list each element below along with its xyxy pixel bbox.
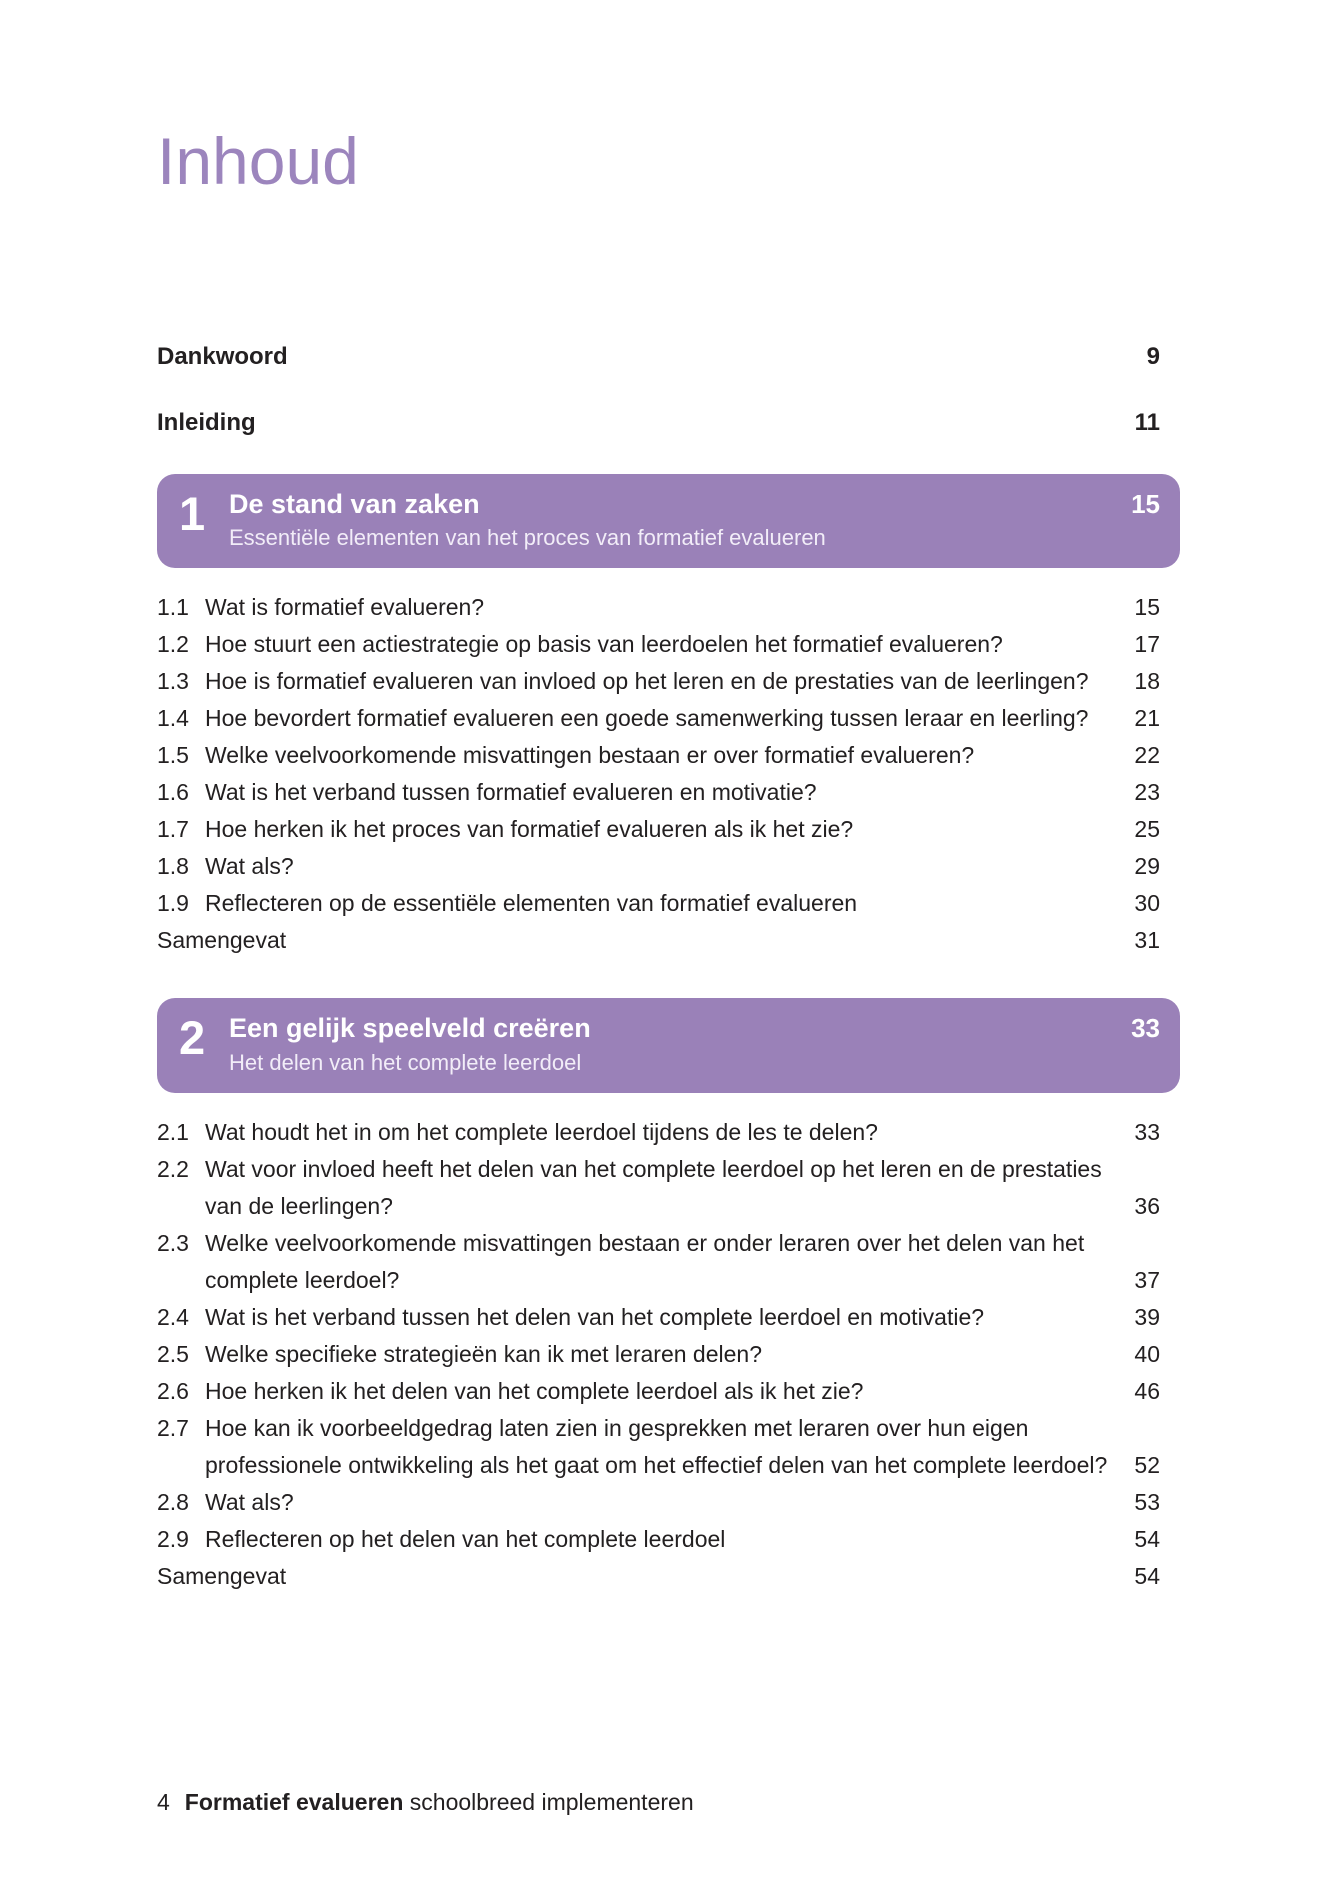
toc-entry-row: [157, 774, 1180, 811]
chapter-band: [157, 474, 1180, 569]
entry-title: Wat is het verband tussen het delen van het complete leerdoel en motivatie?: [205, 1304, 985, 1331]
entry-page: 21: [1134, 705, 1160, 732]
entry-number: 1.1: [157, 594, 189, 621]
entry-title: Hoe stuurt een actiestrategie op basis van leerdoelen het formatief evalueren?: [205, 631, 1003, 658]
entry-title: Wat is formatief evalueren?: [205, 594, 485, 621]
toc-entry-row: [157, 811, 1180, 848]
front-matter-label: Dankwoord: [157, 342, 288, 370]
entry-page: 40: [1134, 1341, 1160, 1368]
entry-title: Welke veelvoorkomende misvattingen bestaan er over formatief evalueren?: [205, 742, 975, 769]
chapter-page: 33: [1131, 1013, 1160, 1044]
entry-number: 1.2: [157, 631, 189, 658]
entry-title: Hoe herken ik het proces van formatief evalueren als ik het zie?: [205, 816, 854, 843]
chapter-band: [157, 998, 1180, 1093]
entry-page: 23: [1134, 779, 1160, 806]
entry-page: 37: [1134, 1267, 1160, 1294]
front-matter-row: [157, 404, 1180, 441]
entry-page: 53: [1134, 1489, 1160, 1516]
footer-book-subtitle-text: schoolbreed implementeren: [409, 1789, 694, 1815]
entry-page: 17: [1134, 631, 1160, 658]
entry-title: Wat is het verband tussen formatief evalueren en motivatie?: [205, 779, 817, 806]
entry-title: Wat als?: [205, 853, 294, 880]
entry-number: 1.3: [157, 668, 189, 695]
toc-entry-row: [157, 1558, 1180, 1595]
entry-page: 52: [1134, 1452, 1160, 1479]
entry-title: Hoe kan ik voorbeeldgedrag laten zien in gesprekken met leraren over hun eigen professionele ontwikkeling als het gaat om het effectief delen van het complete leerdoel?: [205, 1415, 1108, 1479]
page-footer: [157, 1788, 694, 1818]
entry-title: Hoe bevordert formatief evalueren een goede samenwerking tussen leraar en leerling?: [205, 705, 1089, 732]
front-matter-page: 11: [1134, 408, 1160, 436]
entry-title: Wat voor invloed heeft het delen van het complete leerdoel op het leren en de prestaties van de leerlingen?: [205, 1156, 1102, 1220]
entry-number: 1.8: [157, 853, 189, 880]
entry-page: 46: [1134, 1378, 1160, 1405]
chapter-number: 1: [179, 486, 206, 540]
toc-entry-row: [157, 700, 1180, 737]
entry-number: 1.7: [157, 816, 189, 843]
entry-title: Samengevat: [157, 927, 287, 954]
entry-page: 18: [1134, 668, 1160, 695]
entry-number: 2.1: [157, 1119, 189, 1146]
toc-entry-row: [157, 1336, 1180, 1373]
toc-entry-row: [157, 663, 1180, 700]
entry-page: 29: [1134, 853, 1160, 880]
chapter-page: 15: [1131, 488, 1160, 519]
entry-number: 2.6: [157, 1378, 189, 1405]
toc-entry-row: [157, 626, 1180, 663]
toc-entry-row: [157, 922, 1180, 959]
toc-entry-row: [157, 1521, 1180, 1558]
entry-number: 2.9: [157, 1526, 189, 1553]
entry-page: 15: [1134, 594, 1160, 621]
entry-number: 1.5: [157, 742, 189, 769]
toc-entry-row: [157, 1373, 1180, 1410]
chapter-title: De stand van zaken: [229, 488, 480, 519]
entry-page: 54: [1134, 1526, 1160, 1553]
toc-entry-row: [157, 1114, 1180, 1151]
chapter-entries: [157, 589, 1180, 959]
entry-page: 22: [1134, 742, 1160, 769]
toc-entry-row: [157, 848, 1180, 885]
entry-title: Welke veelvoorkomende misvattingen bestaan er onder leraren over het delen van het complete leerdoel?: [205, 1230, 1085, 1294]
entry-number: 2.5: [157, 1341, 189, 1368]
entry-page: 25: [1134, 816, 1160, 843]
chapter-title: Een gelijk speelveld creëren: [229, 1013, 591, 1044]
entry-number: 2.7: [157, 1415, 189, 1442]
front-matter-row: [157, 338, 1180, 375]
entry-title: Reflecteren op de essentiële elementen van formatief evalueren: [205, 890, 858, 917]
front-matter-list: [157, 338, 1180, 441]
front-matter-page: 9: [1146, 342, 1160, 370]
chapters: [157, 474, 1180, 1596]
toc-entry-row: [157, 1299, 1180, 1336]
entry-number: 2.3: [157, 1230, 189, 1257]
footer-book-subtitle: [403, 1789, 693, 1815]
entry-page: 30: [1134, 890, 1160, 917]
chapter-heading: [229, 487, 1116, 552]
chapter-subtitle: Essentiële elementen van het proces van formatief evalueren: [229, 524, 826, 550]
chapter-block: [157, 474, 1180, 960]
toc-entry-row: [157, 737, 1180, 774]
toc-entry-row: [157, 1484, 1180, 1521]
toc-entry-row: [157, 1151, 1180, 1225]
entry-page: 54: [1134, 1563, 1160, 1590]
entry-title: Hoe is formatief evalueren van invloed op het leren en de prestaties van de leerlingen?: [205, 668, 1089, 695]
entry-number: 2.8: [157, 1489, 189, 1516]
entry-number: 1.6: [157, 779, 189, 806]
entry-page: 36: [1134, 1193, 1160, 1220]
entry-number: 2.4: [157, 1304, 189, 1331]
entry-page: 33: [1134, 1119, 1160, 1146]
entry-number: 1.4: [157, 705, 189, 732]
chapter-block: [157, 998, 1180, 1595]
entry-title: Wat als?: [205, 1489, 294, 1516]
chapter-subtitle: Het delen van het complete leerdoel: [229, 1049, 582, 1075]
entry-title: Reflecteren op het delen van het complete leerdoel: [205, 1526, 726, 1553]
entry-number: 1.9: [157, 890, 189, 917]
entry-title: Hoe herken ik het delen van het complete leerdoel als ik het zie?: [205, 1378, 864, 1405]
entry-page: 31: [1134, 927, 1160, 954]
chapter-entries: [157, 1114, 1180, 1595]
toc-entry-row: [157, 1225, 1180, 1299]
entry-number: 2.2: [157, 1156, 189, 1183]
front-matter-label: Inleiding: [157, 408, 256, 436]
chapter-number: 2: [179, 1011, 206, 1065]
toc-entry-row: [157, 589, 1180, 626]
entry-page: 39: [1134, 1304, 1160, 1331]
toc-entry-row: [157, 885, 1180, 922]
toc-entry-row: [157, 1410, 1180, 1484]
entry-title: Welke specifieke strategieën kan ik met leraren delen?: [205, 1341, 762, 1368]
entry-title: Wat houdt het in om het complete leerdoel tijdens de les te delen?: [205, 1119, 878, 1146]
chapter-heading: [229, 1011, 1116, 1076]
page-title: Inhoud: [157, 124, 359, 198]
footer-page-number: 4: [157, 1789, 170, 1815]
footer-book-title: Formatief evalueren: [184, 1789, 404, 1815]
entry-title: Samengevat: [157, 1563, 287, 1590]
